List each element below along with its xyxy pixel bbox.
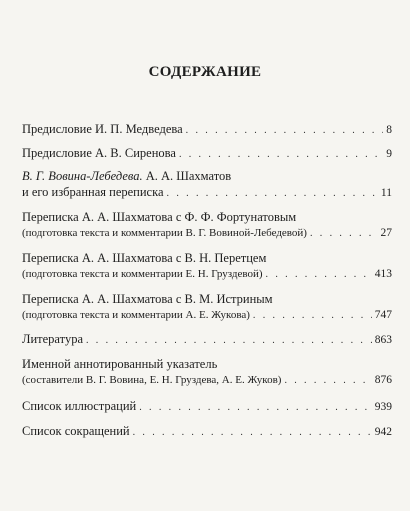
toc-entry-preface-sirenov <box>22 145 392 161</box>
toc-entry-istrin <box>22 291 392 323</box>
toc-line <box>22 331 392 347</box>
toc-entry-text: (подготовка текста и комментарии А. Е. Жукова) <box>22 309 250 321</box>
toc-entry-peretts <box>22 250 392 282</box>
author-name: В. Г. Вовина-Лебедева. <box>22 169 143 183</box>
toc-line <box>22 307 392 323</box>
page-number: 863 <box>374 334 392 346</box>
toc-entry-preface-medvedev <box>22 121 392 137</box>
toc-entry-fortunatov <box>22 209 392 241</box>
toc-entry-title: А. А. Шахматов <box>142 169 232 183</box>
toc-entry-text: Предисловие А. В. Сиренова <box>22 146 176 160</box>
toc-entry-text: Литература <box>22 332 83 346</box>
toc-line <box>22 423 392 439</box>
page-title: СОДЕРЖАНИЕ <box>148 64 262 80</box>
toc-entry-text: Переписка А. А. Шахматова с В. Н. Перетцем <box>22 251 267 265</box>
toc-line <box>22 184 392 200</box>
dot-leader <box>310 226 378 242</box>
page-number: 11 <box>380 187 392 199</box>
toc-line <box>22 250 392 266</box>
toc-line <box>22 398 392 414</box>
dot-leader <box>179 147 383 163</box>
toc-entry-abbreviations <box>22 423 392 439</box>
toc-line <box>22 225 392 241</box>
dot-leader <box>133 425 372 441</box>
toc-entry-literature <box>22 331 392 347</box>
toc-entry-text: Список сокращений <box>22 424 130 438</box>
toc-entry-illustrations <box>22 398 392 414</box>
dot-leader <box>266 267 372 283</box>
toc-line <box>22 145 392 161</box>
page-number: 747 <box>374 309 392 321</box>
dot-leader <box>86 333 372 349</box>
page-number: 942 <box>374 426 392 438</box>
toc-entry-text: (составители В. Г. Вовина, Е. Н. Груздева, А. Е. Жуков) <box>22 374 282 386</box>
dot-leader <box>186 123 384 139</box>
toc-entry-text: Именной аннотированный указатель <box>22 357 218 371</box>
page-number: 876 <box>374 374 392 386</box>
toc-line <box>22 168 392 184</box>
toc-entry-vovina-lebedeva <box>22 168 392 200</box>
toc-line <box>22 291 392 307</box>
dot-leader <box>284 373 371 389</box>
dot-leader <box>167 186 378 202</box>
toc-line <box>22 266 392 282</box>
toc-entry-text: Предисловие И. П. Медведева <box>22 122 183 136</box>
toc-line <box>22 372 392 388</box>
toc-entry-text: (подготовка текста и комментарии В. Г. Вовиной-Лебедевой) <box>22 227 307 239</box>
page-number: 9 <box>386 148 392 160</box>
page-number: 27 <box>380 227 392 239</box>
page-number: 939 <box>374 401 392 413</box>
toc-entry-text: (подготовка текста и комментарии Е. Н. Груздевой) <box>22 268 263 280</box>
toc-entry-text: Переписка А. А. Шахматова с В. М. Истриным <box>22 292 273 306</box>
toc-entry-text: Список иллюстраций <box>22 399 137 413</box>
dot-leader <box>253 308 372 324</box>
toc-entry-text: Переписка А. А. Шахматова с Ф. Ф. Фортунатовым <box>22 210 297 224</box>
page-number: 413 <box>374 268 392 280</box>
toc-line <box>22 356 392 372</box>
toc-entry-text <box>22 168 231 184</box>
toc-line <box>22 121 392 137</box>
dot-leader <box>139 400 372 416</box>
toc-entry-text: и его избранная переписка <box>22 185 164 199</box>
page-number: 8 <box>386 124 392 136</box>
toc-entry-name-index <box>22 356 392 388</box>
toc-line <box>22 209 392 225</box>
